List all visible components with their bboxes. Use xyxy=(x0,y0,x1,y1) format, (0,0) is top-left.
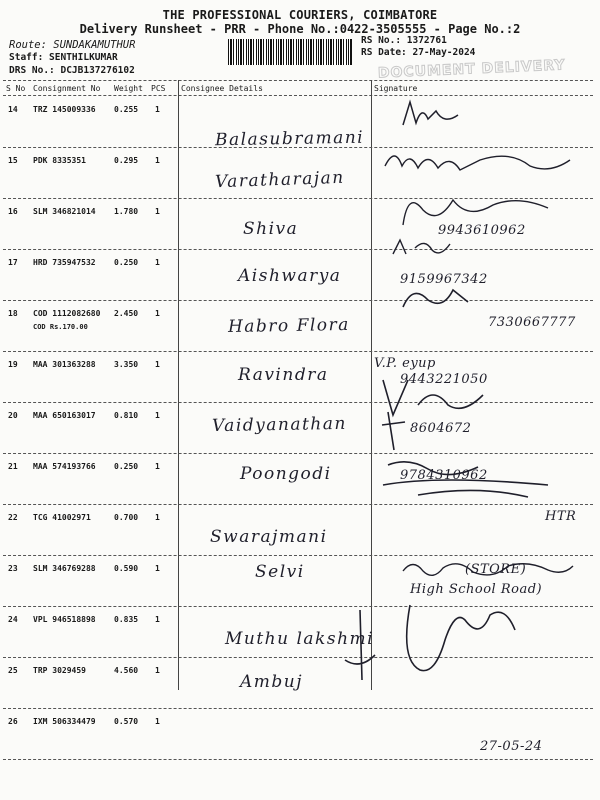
pieces-count: 1 xyxy=(155,360,160,369)
pieces-count: 1 xyxy=(155,411,160,420)
serial-number: 22 xyxy=(8,513,18,522)
col-header-pcs: PCS xyxy=(151,84,166,93)
serial-number: 18 xyxy=(8,309,18,318)
col-header-sno: S No xyxy=(6,84,26,93)
signature-scribble-row14 xyxy=(398,97,468,132)
col-header-consignment: Consignment No xyxy=(33,84,101,93)
table-row xyxy=(0,97,600,151)
signature-text: 9943610962 xyxy=(438,223,526,238)
pieces-count: 1 xyxy=(155,615,160,624)
table-row xyxy=(0,250,600,301)
table-row xyxy=(0,505,600,556)
table-row xyxy=(0,352,600,403)
signature-text: 7330667777 xyxy=(488,315,576,330)
consignee-handwritten-name: Shiva xyxy=(243,219,299,239)
cod-amount: COD Rs.170.00 xyxy=(33,323,88,331)
col-header-weight: Weight xyxy=(114,84,143,93)
drs-number: DRS No.: DCJB137276102 xyxy=(9,65,135,76)
signature-scribble-row25 xyxy=(340,600,570,690)
pieces-count: 1 xyxy=(155,105,160,114)
table-row xyxy=(0,709,600,760)
signature-text: V.P. eyup xyxy=(374,356,436,371)
consignment-number: MAA 301363288 xyxy=(33,360,96,369)
signature-scribble-row15 xyxy=(380,146,580,186)
consignment-number: MAA 574193766 xyxy=(33,462,96,471)
consignee-handwritten-name: Varatharajan xyxy=(214,167,345,193)
consignment-number: TCG 41002971 xyxy=(33,513,91,522)
runsheet-title: Delivery Runsheet - PRR - Phone No.:0422-3505555 - Page No.:2 xyxy=(79,22,521,36)
stamp-text: DOCUMENT DELIVERY xyxy=(377,57,566,82)
consignment-number: TRZ 145009336 xyxy=(33,105,96,114)
weight-value: 0.295 xyxy=(114,156,139,165)
serial-number: 26 xyxy=(8,717,18,726)
weight-value: 4.560 xyxy=(114,666,139,675)
table-row xyxy=(0,301,600,352)
route-label: Route: SUNDAKAMUTHUR xyxy=(9,39,136,51)
signature-text: 27-05-24 xyxy=(480,739,543,754)
serial-number: 25 xyxy=(8,666,18,675)
weight-value: 0.570 xyxy=(114,717,139,726)
signature-text: 8604672 xyxy=(410,421,472,436)
weight-value: 1.780 xyxy=(114,207,139,216)
serial-number: 23 xyxy=(8,564,18,573)
consignee-handwritten-name: Ambuj xyxy=(240,672,303,692)
consignee-handwritten-name: Selvi xyxy=(255,562,305,582)
signature-extra-text: High School Road) xyxy=(410,582,543,597)
rs-number: RS No.: 1372761 xyxy=(361,35,447,46)
weight-value: 0.810 xyxy=(114,411,139,420)
col-header-consignee: Consignee Details xyxy=(181,84,263,93)
consignee-handwritten-name: Poongodi xyxy=(240,464,332,484)
signature-scribble-row18 xyxy=(398,282,478,312)
weight-value: 0.835 xyxy=(114,615,139,624)
weight-value: 2.450 xyxy=(114,309,139,318)
serial-number: 20 xyxy=(8,411,18,420)
consignment-number: VPL 946518898 xyxy=(33,615,96,624)
signature-scribble-row16 xyxy=(398,190,578,230)
consignee-handwritten-name: Swarajmani xyxy=(210,527,328,547)
serial-number: 14 xyxy=(8,105,18,114)
pieces-count: 1 xyxy=(155,462,160,471)
pieces-count: 1 xyxy=(155,513,160,522)
weight-value: 0.250 xyxy=(114,258,139,267)
pieces-count: 1 xyxy=(155,207,160,216)
signature-text: 9784310962 xyxy=(400,468,488,483)
weight-value: 3.350 xyxy=(114,360,139,369)
pieces-count: 1 xyxy=(155,666,160,675)
consignment-number: SLM 346769288 xyxy=(33,564,96,573)
consignee-handwritten-name: Ravindra xyxy=(238,365,329,385)
header-top-rule xyxy=(3,80,593,81)
consignee-handwritten-name: Habro Flora xyxy=(227,314,351,338)
consignee-handwritten-name: Aishwarya xyxy=(238,266,342,286)
consignee-handwritten-name: Vaidyanathan xyxy=(211,413,348,437)
consignment-number: IXM 506334479 xyxy=(33,717,96,726)
signature-scribble-row24 xyxy=(398,556,578,581)
row-divider xyxy=(3,759,593,760)
company-title: THE PROFESSIONAL COURIERS, COIMBATORE xyxy=(162,8,438,22)
table-row xyxy=(0,403,600,454)
col-header-signature: Signature xyxy=(374,84,418,93)
signature-scribble-row21 xyxy=(380,410,410,455)
weight-value: 0.590 xyxy=(114,564,139,573)
rs-date: RS Date: 27-May-2024 xyxy=(361,47,476,58)
pieces-count: 1 xyxy=(155,258,160,267)
staff-label: Staff: SENTHILKUMAR xyxy=(9,52,118,63)
serial-number: 21 xyxy=(8,462,18,471)
signature-scribble-row17 xyxy=(390,236,470,261)
pieces-count: 1 xyxy=(155,156,160,165)
signature-extra-text: 9443221050 xyxy=(400,372,488,387)
consignment-number: HRD 735947532 xyxy=(33,258,96,267)
pieces-count: 1 xyxy=(155,717,160,726)
header-bottom-rule xyxy=(3,95,593,96)
consignee-handwritten-name: Balasubramani xyxy=(214,127,365,151)
barcode xyxy=(228,39,352,65)
consignee-handwritten-name: Muthu lakshmi xyxy=(225,629,375,649)
consignment-number: MAA 650163017 xyxy=(33,411,96,420)
consignment-number: PDK 8335351 xyxy=(33,156,86,165)
serial-number: 19 xyxy=(8,360,18,369)
pieces-count: 1 xyxy=(155,309,160,318)
signature-scribble-row22 xyxy=(378,455,558,500)
consignment-number: TRP 3029459 xyxy=(33,666,86,675)
serial-number: 16 xyxy=(8,207,18,216)
consignment-number: COD 1112082680 xyxy=(33,309,101,318)
weight-value: 0.700 xyxy=(114,513,139,522)
serial-number: 15 xyxy=(8,156,18,165)
consignment-number: SLM 346821014 xyxy=(33,207,96,216)
signature-text: 9159967342 xyxy=(400,272,488,287)
serial-number: 24 xyxy=(8,615,18,624)
signature-text: (STORE) xyxy=(465,562,527,577)
weight-value: 0.250 xyxy=(114,462,139,471)
pieces-count: 1 xyxy=(155,564,160,573)
signature-text: HTR xyxy=(545,509,577,524)
weight-value: 0.255 xyxy=(114,105,139,114)
serial-number: 17 xyxy=(8,258,18,267)
